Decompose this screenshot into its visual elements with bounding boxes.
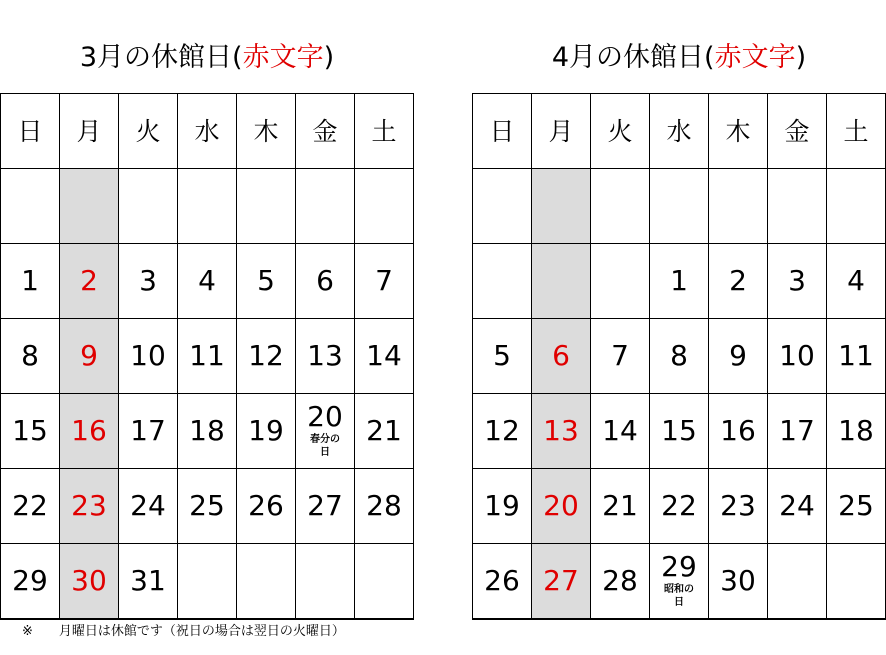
calendar-title-open-paren: ( bbox=[704, 42, 715, 73]
day-cell bbox=[709, 244, 768, 319]
day-number: 23 bbox=[720, 489, 756, 522]
day-number: 24 bbox=[779, 489, 815, 522]
calendar-title-main: 4月の休館日 bbox=[551, 42, 705, 73]
day-number: 18 bbox=[838, 414, 874, 447]
day-number: 11 bbox=[838, 339, 874, 372]
day-number: 4 bbox=[847, 264, 865, 297]
day-cell bbox=[119, 544, 178, 619]
day-cell bbox=[650, 469, 709, 544]
day-number: 28 bbox=[366, 489, 402, 522]
day-cell bbox=[650, 244, 709, 319]
day-number: 15 bbox=[661, 414, 697, 447]
day-cell bbox=[591, 544, 650, 619]
day-number: 7 bbox=[611, 339, 629, 372]
day-number: 22 bbox=[661, 489, 697, 522]
day-cell bbox=[591, 469, 650, 544]
day-cell bbox=[1, 244, 60, 319]
closed-day-number: 9 bbox=[80, 339, 98, 372]
holiday-label: 昭和の日 bbox=[664, 584, 694, 608]
day-cell bbox=[237, 319, 296, 394]
day-number: 21 bbox=[366, 414, 402, 447]
day-number: 3 bbox=[139, 264, 157, 297]
day-number: 18 bbox=[189, 414, 225, 447]
calendar-title-red-note: 赤文字 bbox=[714, 42, 796, 73]
day-number: 12 bbox=[248, 339, 284, 372]
day-number: 25 bbox=[838, 489, 874, 522]
day-number: 1 bbox=[670, 264, 688, 297]
day-cell bbox=[532, 319, 591, 394]
empty-day-cell bbox=[178, 544, 237, 619]
day-number: 27 bbox=[307, 489, 343, 522]
empty-day-cell bbox=[827, 169, 886, 244]
day-number: 28 bbox=[602, 564, 638, 597]
day-cell bbox=[473, 394, 532, 469]
day-cell bbox=[178, 394, 237, 469]
day-cell bbox=[1, 469, 60, 544]
day-cell bbox=[473, 319, 532, 394]
day-number: 17 bbox=[130, 414, 166, 447]
day-cell bbox=[709, 394, 768, 469]
day-cell bbox=[827, 469, 886, 544]
weekday-header: 水 bbox=[650, 94, 709, 169]
weekday-header: 木 bbox=[709, 94, 768, 169]
day-cell bbox=[709, 319, 768, 394]
weekday-header: 月 bbox=[60, 94, 119, 169]
day-cell bbox=[355, 469, 414, 544]
holiday-label: 春分の日 bbox=[310, 434, 340, 458]
weekday-header: 火 bbox=[119, 94, 178, 169]
day-number: 3 bbox=[788, 264, 806, 297]
day-number: 24 bbox=[130, 489, 166, 522]
day-cell bbox=[709, 544, 768, 619]
empty-day-cell bbox=[650, 619, 709, 620]
day-cell bbox=[768, 394, 827, 469]
empty-day-cell bbox=[355, 544, 414, 619]
day-number: 26 bbox=[248, 489, 284, 522]
day-cell bbox=[532, 544, 591, 619]
day-number: 19 bbox=[484, 489, 520, 522]
weekday-header: 日 bbox=[1, 94, 60, 169]
calendar-title bbox=[472, 36, 886, 80]
day-cell bbox=[237, 469, 296, 544]
empty-day-cell bbox=[119, 169, 178, 244]
day-cell bbox=[237, 244, 296, 319]
day-cell bbox=[768, 469, 827, 544]
day-number: 17 bbox=[779, 414, 815, 447]
empty-day-cell bbox=[591, 244, 650, 319]
day-number: 26 bbox=[484, 564, 520, 597]
day-cell bbox=[60, 544, 119, 619]
day-number: 11 bbox=[189, 339, 225, 372]
closed-day-number: 20 bbox=[543, 489, 579, 522]
closed-day-number: 16 bbox=[71, 414, 107, 447]
weekday-header: 水 bbox=[178, 94, 237, 169]
empty-day-cell bbox=[178, 169, 237, 244]
empty-day-cell bbox=[1, 169, 60, 244]
day-cell bbox=[296, 244, 355, 319]
footnote bbox=[22, 620, 345, 639]
day-number: 31 bbox=[130, 564, 166, 597]
empty-day-cell bbox=[768, 169, 827, 244]
day-cell bbox=[768, 244, 827, 319]
day-cell bbox=[591, 319, 650, 394]
day-cell bbox=[60, 244, 119, 319]
empty-day-cell bbox=[473, 619, 532, 620]
day-number: 15 bbox=[12, 414, 48, 447]
day-number: 4 bbox=[198, 264, 216, 297]
day-number: 21 bbox=[602, 489, 638, 522]
empty-day-cell bbox=[355, 169, 414, 244]
weekday-header: 日 bbox=[473, 94, 532, 169]
day-cell bbox=[650, 394, 709, 469]
day-cell bbox=[119, 469, 178, 544]
empty-day-cell bbox=[591, 619, 650, 620]
empty-day-cell bbox=[237, 544, 296, 619]
day-cell bbox=[355, 394, 414, 469]
weekday-header: 土 bbox=[355, 94, 414, 169]
calendar-grid bbox=[0, 93, 414, 620]
calendar-grid bbox=[472, 93, 886, 620]
closed-day-number: 6 bbox=[552, 339, 570, 372]
empty-day-cell bbox=[591, 169, 650, 244]
calendar-title-open-paren: ( bbox=[232, 42, 243, 73]
day-cell bbox=[119, 394, 178, 469]
day-cell bbox=[709, 469, 768, 544]
day-number: 8 bbox=[670, 339, 688, 372]
weekday-header: 木 bbox=[237, 94, 296, 169]
weekday-header: 金 bbox=[768, 94, 827, 169]
day-cell bbox=[60, 469, 119, 544]
calendar-title-close-paren: ) bbox=[323, 42, 335, 73]
calendar-title-main: 3月の休館日 bbox=[79, 42, 233, 73]
calendar-title bbox=[0, 36, 414, 80]
empty-day-cell bbox=[709, 169, 768, 244]
day-cell bbox=[827, 394, 886, 469]
day-number: 10 bbox=[130, 339, 166, 372]
day-number: 12 bbox=[484, 414, 520, 447]
day-number: 14 bbox=[602, 414, 638, 447]
day-number: 20 bbox=[307, 400, 343, 433]
calendar-title-red-note: 赤文字 bbox=[242, 42, 324, 73]
empty-day-cell bbox=[532, 619, 591, 620]
empty-day-cell bbox=[650, 169, 709, 244]
day-cell bbox=[1, 394, 60, 469]
day-cell bbox=[178, 319, 237, 394]
day-cell bbox=[1, 319, 60, 394]
empty-day-cell bbox=[768, 544, 827, 619]
day-cell bbox=[60, 394, 119, 469]
day-cell bbox=[119, 244, 178, 319]
weekday-header: 火 bbox=[591, 94, 650, 169]
day-cell bbox=[178, 469, 237, 544]
empty-day-cell bbox=[237, 169, 296, 244]
day-cell bbox=[355, 319, 414, 394]
day-number: 19 bbox=[248, 414, 284, 447]
day-cell bbox=[768, 319, 827, 394]
calendar-title-close-paren: ) bbox=[795, 42, 807, 73]
day-cell bbox=[1, 544, 60, 619]
day-number: 7 bbox=[375, 264, 393, 297]
empty-day-cell bbox=[827, 544, 886, 619]
day-cell bbox=[237, 394, 296, 469]
day-number: 5 bbox=[257, 264, 275, 297]
day-cell bbox=[473, 469, 532, 544]
day-cell bbox=[296, 319, 355, 394]
day-number: 13 bbox=[307, 339, 343, 372]
day-cell bbox=[60, 319, 119, 394]
weekday-header: 月 bbox=[532, 94, 591, 169]
day-number: 9 bbox=[729, 339, 747, 372]
day-number: 10 bbox=[779, 339, 815, 372]
day-cell bbox=[591, 394, 650, 469]
closed-day-number: 23 bbox=[71, 489, 107, 522]
weekday-header: 金 bbox=[296, 94, 355, 169]
day-number: 29 bbox=[661, 550, 697, 583]
closed-day-number: 13 bbox=[543, 414, 579, 447]
day-number: 25 bbox=[189, 489, 225, 522]
empty-day-cell bbox=[532, 244, 591, 319]
day-number: 5 bbox=[493, 339, 511, 372]
footnote-text: 月曜日は休館です（祝日の場合は翌日の火曜日） bbox=[58, 624, 345, 639]
closed-day-number: 2 bbox=[80, 264, 98, 297]
day-cell bbox=[827, 244, 886, 319]
empty-day-cell bbox=[473, 244, 532, 319]
day-cell bbox=[532, 469, 591, 544]
empty-day-cell bbox=[709, 619, 768, 620]
weekday-header: 土 bbox=[827, 94, 886, 169]
day-number: 14 bbox=[366, 339, 402, 372]
day-number: 16 bbox=[720, 414, 756, 447]
day-cell bbox=[119, 319, 178, 394]
empty-day-cell bbox=[296, 169, 355, 244]
day-cell bbox=[827, 319, 886, 394]
empty-day-cell bbox=[355, 619, 414, 620]
day-cell bbox=[296, 469, 355, 544]
day-cell bbox=[650, 544, 709, 619]
day-cell bbox=[473, 544, 532, 619]
footnote-mark: ※ bbox=[22, 624, 33, 639]
day-cell bbox=[355, 244, 414, 319]
empty-day-cell bbox=[296, 544, 355, 619]
day-number: 6 bbox=[316, 264, 334, 297]
empty-day-cell bbox=[473, 169, 532, 244]
empty-day-cell bbox=[768, 619, 827, 620]
day-cell bbox=[296, 394, 355, 469]
closed-day-number: 27 bbox=[543, 564, 579, 597]
day-number: 29 bbox=[12, 564, 48, 597]
day-number: 1 bbox=[21, 264, 39, 297]
day-cell bbox=[532, 394, 591, 469]
day-cell bbox=[650, 319, 709, 394]
empty-day-cell bbox=[532, 169, 591, 244]
day-number: 8 bbox=[21, 339, 39, 372]
empty-day-cell bbox=[827, 619, 886, 620]
day-number: 22 bbox=[12, 489, 48, 522]
closed-day-number: 30 bbox=[71, 564, 107, 597]
day-number: 2 bbox=[729, 264, 747, 297]
empty-day-cell bbox=[60, 169, 119, 244]
day-number: 30 bbox=[720, 564, 756, 597]
day-cell bbox=[178, 244, 237, 319]
